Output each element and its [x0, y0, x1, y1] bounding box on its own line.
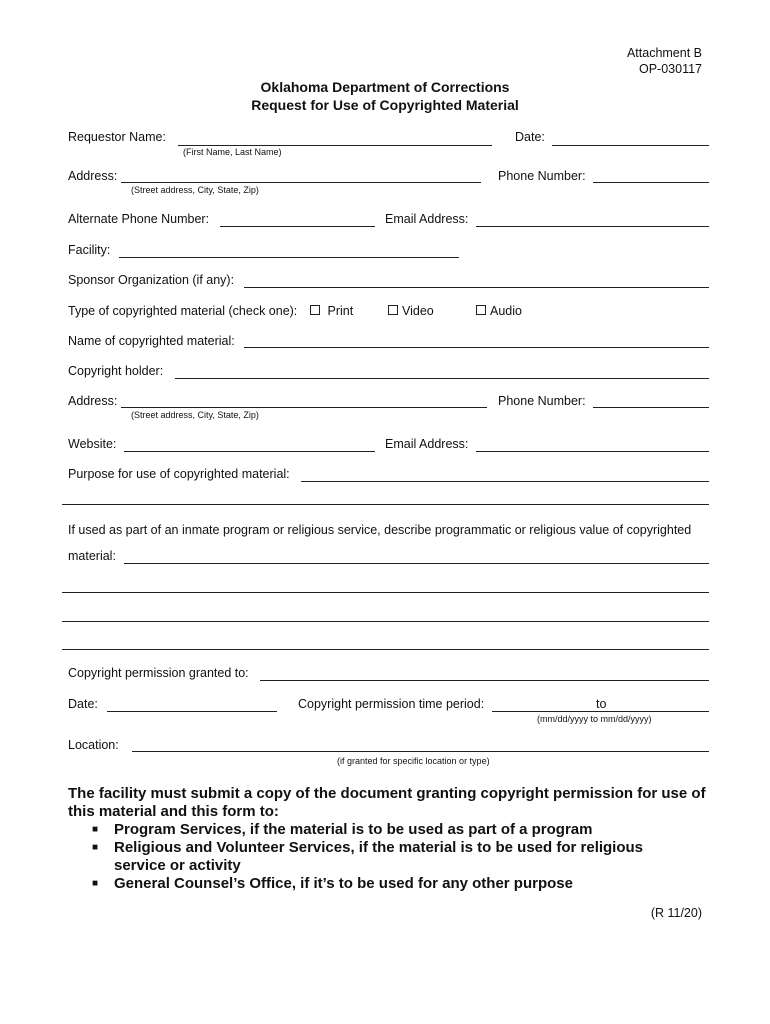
audio-checkbox[interactable] [476, 304, 522, 318]
purpose-label: Purpose for use of copyrighted material: [68, 467, 290, 481]
audio-option-label: Audio [490, 304, 522, 318]
program-value-field[interactable] [124, 563, 709, 564]
address-label: Address: [68, 169, 118, 183]
date-label: Date: [515, 130, 545, 144]
material-type-label: Type of copyrighted material (check one): [68, 304, 298, 318]
address-field[interactable] [121, 182, 481, 183]
phone-label: Phone Number: [498, 169, 586, 183]
material-name-field[interactable] [244, 347, 709, 348]
checkbox-icon [310, 305, 320, 315]
program-value-line-2[interactable] [62, 592, 709, 593]
attachment-label: Attachment B [626, 46, 702, 60]
bullet-icon: ■ [92, 824, 99, 835]
print-checkbox[interactable] [310, 304, 353, 318]
bullet-icon: ■ [92, 878, 99, 889]
permission-granted-label: Copyright permission granted to: [68, 666, 249, 680]
program-value-line-4[interactable] [62, 649, 709, 650]
date-field[interactable] [552, 145, 709, 146]
facility-label: Facility: [68, 243, 111, 257]
purpose-field[interactable] [301, 481, 709, 482]
holder-email-label: Email Address: [385, 437, 469, 451]
time-period-label: Copyright permission time period: [298, 697, 485, 711]
bullet-icon: ■ [92, 842, 99, 853]
checkbox-icon [388, 305, 398, 315]
email-label: Email Address: [385, 212, 469, 226]
time-period-hint: (mm/dd/yyyy to mm/dd/yyyy) [537, 714, 652, 724]
holder-address-field[interactable] [121, 407, 487, 408]
alt-phone-label: Alternate Phone Number: [68, 212, 210, 226]
page-title: Oklahoma Department of Corrections [260, 79, 510, 95]
sponsor-field[interactable] [244, 287, 709, 288]
material-name-label: Name of copyrighted material: [68, 334, 235, 348]
notice-intro: The facility must submit a copy of the document granting copyright permission for use of this material and this form to: [68, 785, 706, 820]
alt-phone-field[interactable] [220, 226, 375, 227]
copyright-holder-field[interactable] [175, 378, 709, 379]
holder-phone-label: Phone Number: [498, 394, 586, 408]
print-option-label: Print [327, 304, 354, 318]
holder-email-field[interactable] [476, 451, 709, 452]
requestor-name-label: Requestor Name: [68, 130, 166, 144]
notice-item-religious: Religious and Volunteer Services, if the material is to be used for religious service or activity [114, 839, 644, 874]
facility-field[interactable] [119, 257, 459, 258]
holder-phone-field[interactable] [593, 407, 709, 408]
location-field[interactable] [132, 751, 709, 752]
video-option-label: Video [402, 304, 434, 318]
notice-item-program: Program Services, if the material is to be used as part of a program [114, 821, 593, 838]
permission-date-label: Date: [68, 697, 98, 711]
permission-granted-field[interactable] [260, 680, 709, 681]
revision-label: (R 11/20) [650, 906, 702, 920]
inmate-program-label: If used as part of an inmate program or religious service, describe programmatic or religious value of copyrighted [68, 523, 692, 537]
copyright-holder-label: Copyright holder: [68, 364, 164, 378]
requestor-name-field[interactable] [178, 145, 492, 146]
checkbox-icon [476, 305, 486, 315]
requestor-name-hint: (First Name, Last Name) [183, 147, 282, 157]
form-code: OP-030117 [638, 62, 702, 76]
location-hint: (if granted for specific location or type) [337, 756, 490, 766]
email-field[interactable] [476, 226, 709, 227]
website-label: Website: [68, 437, 117, 451]
website-field[interactable] [124, 451, 375, 452]
program-value-line-3[interactable] [62, 621, 709, 622]
page-subtitle: Request for Use of Copyrighted Material [251, 97, 519, 113]
video-checkbox[interactable] [388, 304, 434, 318]
material-label: material: [68, 549, 116, 563]
location-label: Location: [68, 738, 119, 752]
time-period-field[interactable] [492, 711, 709, 712]
holder-address-hint: (Street address, City, State, Zip) [131, 410, 259, 420]
phone-field[interactable] [593, 182, 709, 183]
notice-item-counsel: General Counsel’s Office, if it’s to be used for any other purpose [114, 875, 573, 892]
time-period-to: to [596, 697, 607, 711]
permission-date-field[interactable] [107, 711, 277, 712]
holder-address-label: Address: [68, 394, 118, 408]
sponsor-label: Sponsor Organization (if any): [68, 273, 235, 287]
purpose-field-line-2[interactable] [62, 504, 709, 505]
address-hint: (Street address, City, State, Zip) [131, 185, 259, 195]
